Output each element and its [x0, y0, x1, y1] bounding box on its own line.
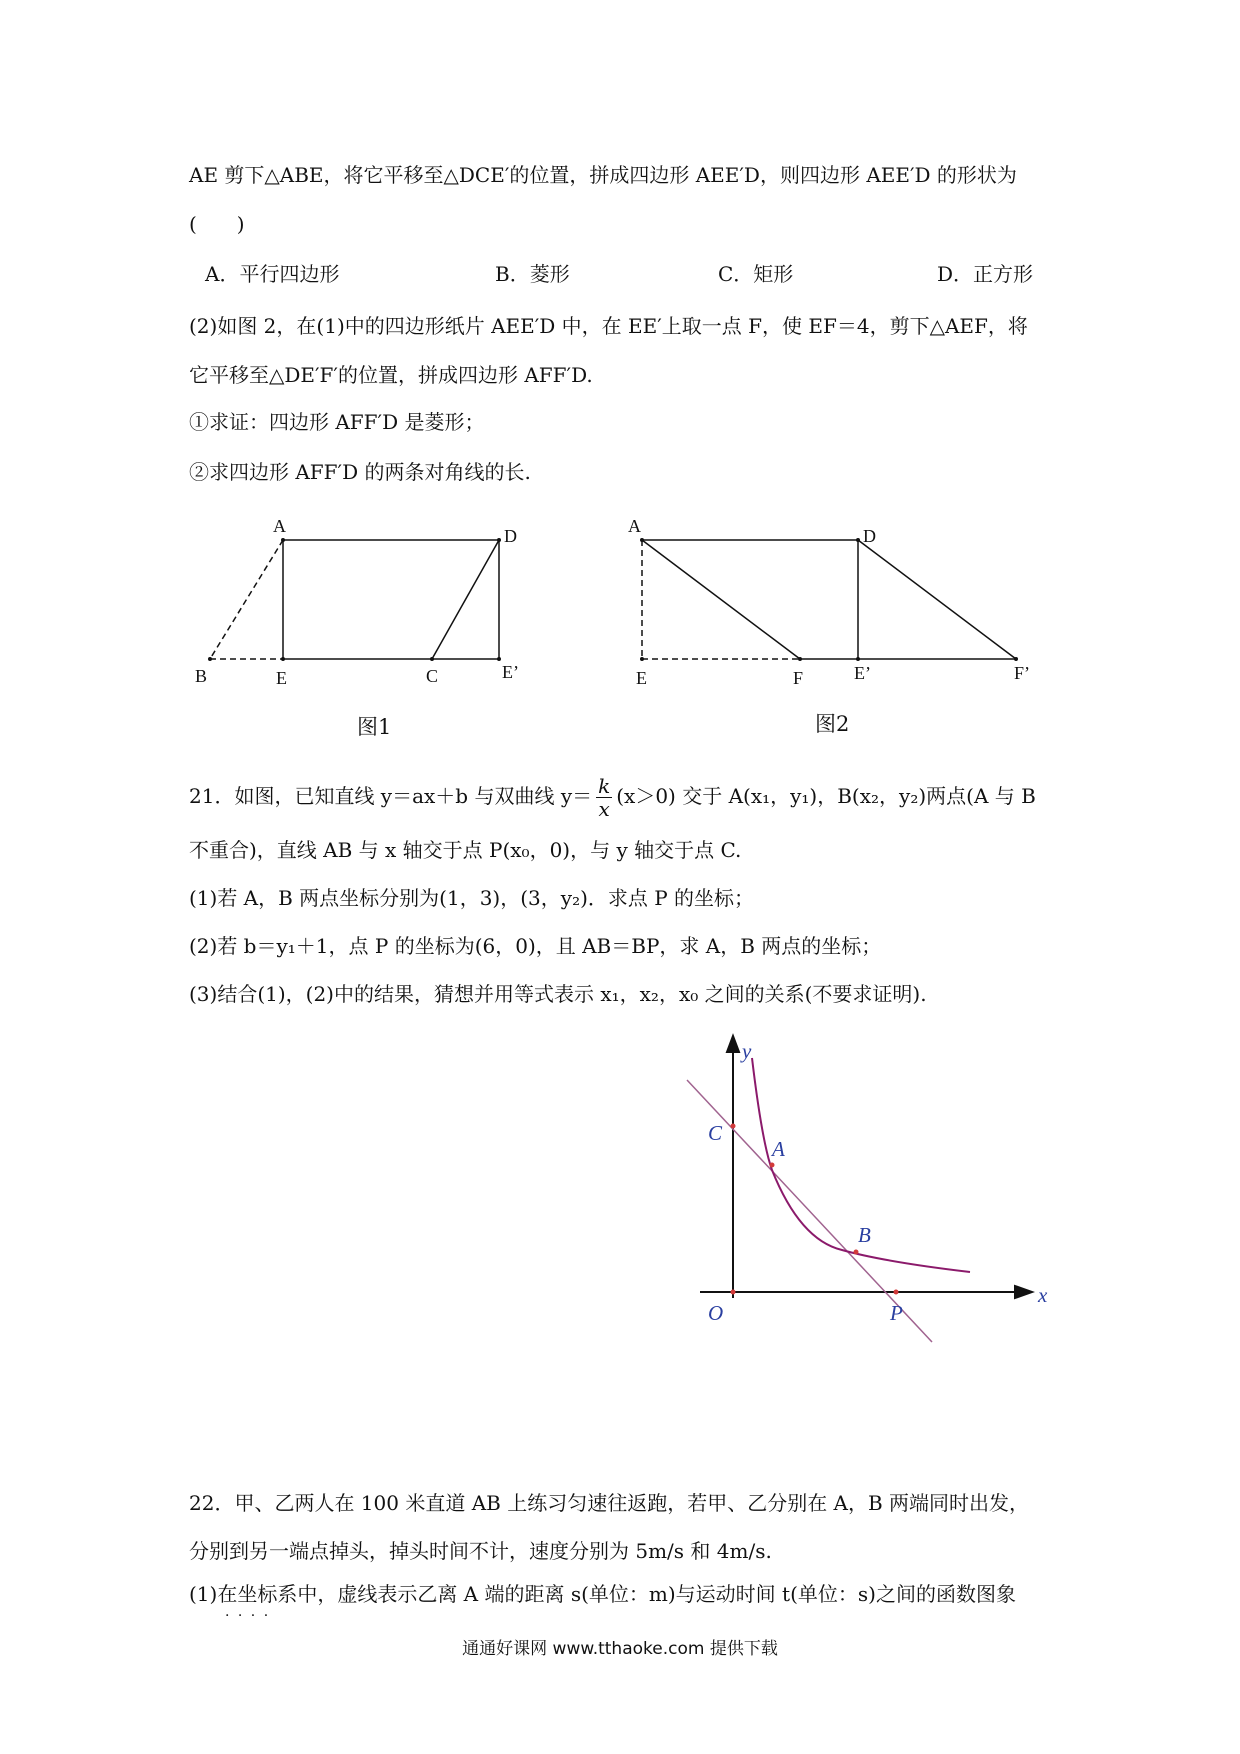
x-axis-arrow	[1015, 1286, 1032, 1298]
graph-label-o: O	[708, 1301, 724, 1325]
q21-fraction	[596, 775, 612, 820]
q20-option-d: D．正方形	[937, 262, 1034, 286]
fig1-label-d: D	[504, 526, 517, 546]
fig2-label-e: E	[636, 668, 647, 688]
q20-option-c: C．矩形	[718, 262, 794, 286]
fig1-label-c: C	[426, 666, 439, 686]
graph-label-b: B	[858, 1223, 871, 1247]
q20-option-a: A．平行四边形	[205, 262, 340, 286]
fig2-edge-df2	[858, 540, 1016, 659]
fig1-label-e-prime: E’	[502, 662, 519, 682]
graph-label-x: x	[1038, 1283, 1048, 1307]
graph-label-p: P	[890, 1301, 903, 1325]
graph-label-y: y	[742, 1039, 752, 1063]
fig2-label-a: A	[628, 516, 641, 536]
q21-line1	[189, 775, 1036, 820]
graph-label-a: A	[772, 1137, 785, 1161]
graph-label-c: C	[708, 1121, 723, 1145]
figure-1	[190, 515, 530, 695]
q21-part1: (1)若 A，B 两点坐标分别为(1，3)，(3，y₂)．求点 P 的坐标；	[189, 886, 755, 910]
fig2-label-e-prime: E’	[854, 663, 871, 683]
fig2-label-f-prime: F’	[1014, 663, 1031, 683]
q20-part2-line1: (2)如图 2，在(1)中的四边形纸片 AEE′D 中，在 EE′上取一点 F，使 EF＝4，剪下△AEF，将	[189, 314, 1028, 338]
q21-graph	[670, 1030, 1070, 1350]
fig1-label-e: E	[276, 668, 287, 688]
fig1-label-a: A	[273, 516, 286, 536]
y-axis-arrow	[727, 1036, 739, 1052]
figure-2	[620, 515, 1040, 695]
fig2-caption: 图2	[815, 712, 850, 736]
q21-fraction-numerator: k	[598, 774, 611, 798]
q21-part2: (2)若 b＝y₁＋1，点 P 的坐标为(6，0)，且 AB＝BP，求 A，B 两点的坐标；	[189, 934, 882, 958]
q20-sub1: ①求证：四边形 AFF′D 是菱形；	[189, 410, 485, 434]
q20-answer-bracket: ( )	[189, 212, 245, 236]
fig1-caption: 图1	[357, 715, 392, 739]
q20-option-b: B．菱形	[495, 262, 570, 286]
q21-line2: 不重合)，直线 AB 与 x 轴交于点 P(x₀，0)，与 y 轴交于点 C.	[189, 838, 742, 862]
q21-line1-end: (x＞0) 交于 A(x₁，y₁)，B(x₂，y₂)两点(A 与 B	[616, 784, 1036, 808]
q20-sub2: ②求四边形 AFF′D 的两条对角线的长.	[189, 460, 531, 484]
fig1-label-b: B	[195, 666, 208, 686]
fig1-edge-dc	[432, 540, 499, 659]
q21-line1-start: 21．如图，已知直线 y＝ax＋b 与双曲线 y＝	[189, 784, 593, 808]
q22-line3: (1)在坐标系中，虚线表示乙离 A 端的距离 s(单位：m)与运动时间 t(单位：s)之间的函数图象 · · · ·	[189, 1580, 1016, 1608]
fig2-label-f: F	[793, 668, 804, 688]
fig1-dashed-ab	[210, 540, 283, 659]
q21-fraction-denominator: x	[598, 797, 610, 821]
q22-line1: 22．甲、乙两人在 100 米直道 AB 上练习匀速往返跑，若甲、乙分别在 A，B 两端同时出发，	[189, 1491, 1030, 1515]
fig2-edge-af	[642, 540, 800, 659]
q20-part2-line2: 它平移至△DE′F′的位置，拼成四边形 AFF′D.	[189, 363, 593, 387]
fig2-label-d: D	[863, 526, 876, 546]
q22-line2: 分别到另一端点掉头，掉头时间不计，速度分别为 5m/s 和 4m/s.	[189, 1539, 772, 1563]
q21-part3: (3)结合(1)，(2)中的结果，猜想并用等式表示 x₁，x₂，x₀ 之间的关系(不要求证明).	[189, 982, 927, 1006]
q20-line1: AE 剪下△ABE，将它平移至△DCE′的位置，拼成四边形 AEE′D，则四边形 AEE′D 的形状为	[189, 163, 1017, 187]
page-footer: 通通好课网 www.tthaoke.com 提供下载	[462, 1639, 778, 1659]
